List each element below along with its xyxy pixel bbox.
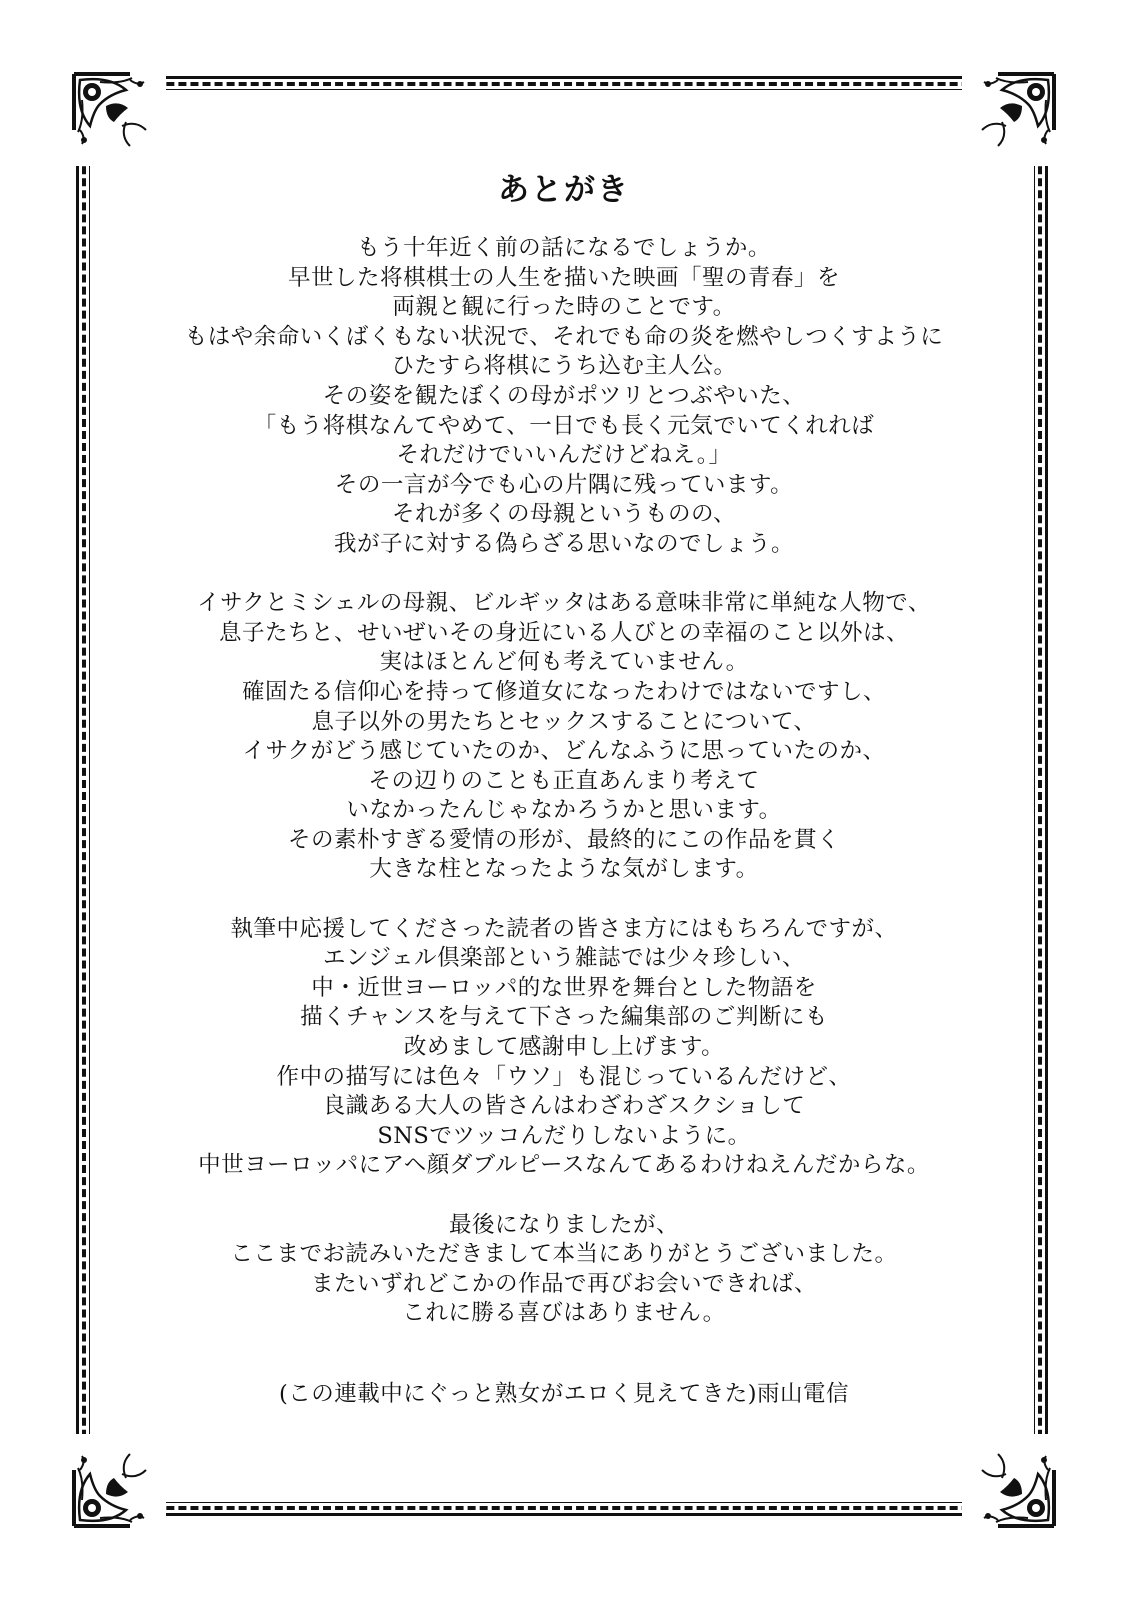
text-line: それだけでいいんだけどねえ。」: [396, 442, 732, 469]
text-line: ひたすら将棋にうち込む主人公。: [391, 353, 737, 380]
paragraph-gap: [140, 1181, 988, 1211]
text-line: 息子以外の男たちとセックスすることについて、: [311, 708, 817, 735]
paragraph-gap: [140, 885, 988, 915]
text-line: もう十年近く前の話になるでしょうか。: [357, 235, 771, 261]
text-line: 実はほとんど何も考えていません。: [379, 649, 749, 676]
text-line: これに勝る喜びはありません。: [402, 1300, 726, 1327]
ornament-corner-icon: [962, 1434, 1058, 1530]
text-line: イサクがどう感じていたのか、どんなふうに思っていたのか、: [242, 738, 886, 765]
text-line: その一言が今でも心の片隅に残っています。: [334, 471, 794, 498]
text-line: 中世ヨーロッパにアヘ顔ダブルピースなんてあるわけねえんだからな。: [198, 1152, 930, 1179]
ornament-corner-icon: [70, 70, 166, 166]
text-line: ここまでお読みいただきまして本当にありがとうございました。: [230, 1241, 898, 1268]
text-line: SNSでツッコんだりしないように。: [377, 1122, 751, 1149]
text-line: もはや余命いくばくもない状況で、それでも命の炎を燃やしつくすように: [184, 323, 944, 350]
text-line: その姿を観たぼくの母がポツリとつぶやいた、: [322, 382, 806, 409]
text-line: それが多くの母親というものの、: [391, 501, 737, 528]
text-line: イサクとミシェルの母親、ビルギッタはある意味非常に単純な人物で、: [197, 590, 931, 617]
text-line: 息子たちと、せいぜいその身近にいる人びとの幸福のこと以外は、: [218, 619, 909, 646]
text-line: 大きな柱となったような気がします。: [369, 856, 759, 883]
text-line: またいずれどこかの作品で再びお会いできれば、: [310, 1270, 817, 1297]
text-line: 早世した将棋棋士の人生を描いた映画「聖の青春」を: [287, 264, 840, 291]
page-title: あとがき: [498, 172, 630, 208]
text-line: 描くチャンスを与えて下さった編集部のご判断にも: [300, 1004, 828, 1031]
text-line: 最後になりましたが、: [448, 1211, 679, 1238]
text-line: 執筆中応援してくださった読者の皆さま方にはもちろんですが、: [230, 915, 898, 942]
text-line: いなかったんじゃなかろうかと思います。: [346, 797, 782, 824]
text-line: その辺りのことも正直あんまり考えて: [368, 767, 760, 794]
text-line: 確固たる信仰心を持って修道女になったわけではないですし、: [241, 678, 886, 705]
ornament-corner-icon: [70, 1434, 166, 1530]
text-line: 我が子に対する偽らざる思いなのでしょう。: [333, 530, 794, 557]
afterword-body: [140, 234, 988, 1329]
text-line: 良識ある大人の皆さんはわざわざスクショして: [322, 1093, 806, 1120]
text-line: 作中の描写には色々「ウソ」も混じっているんだけど、: [276, 1063, 852, 1090]
ornament-corner-icon: [962, 70, 1058, 166]
paragraph-gap: [140, 560, 988, 590]
text-line: 「もう将棋なんてやめて、一日でも長く元気でいてくれれば: [253, 412, 875, 439]
author-signature: (この連載中にぐっと熟女がエロく見えてきた)雨山電信: [278, 1381, 850, 1407]
text-line: 中・近世ヨーロッパ的な世界を舞台とした物語を: [311, 974, 817, 1001]
text-line: 改めまして感謝申し上げます。: [403, 1034, 725, 1061]
text-line: その素朴すぎる愛情の形が、最終的にこの作品を貫く: [287, 826, 840, 853]
text-line: 両親と観に行った時のことです。: [392, 294, 736, 321]
text-line: エンジェル倶楽部という雑誌では少々珍しい、: [323, 945, 805, 972]
